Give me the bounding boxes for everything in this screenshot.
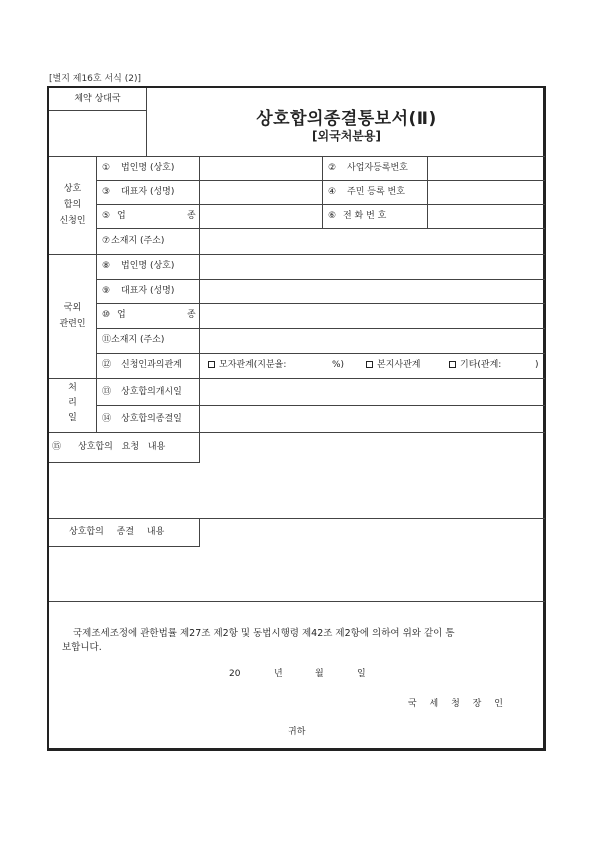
field-label-company-name: 법인명 (상호) [121,261,175,271]
statement-line-2: 보합니다. [62,642,102,653]
checkbox[interactable] [208,361,215,368]
divider [322,156,323,228]
field-number: ⑩ [102,310,111,320]
option-unit: %) [332,360,345,370]
divider [49,601,545,602]
date-prefix: 20 [229,669,241,679]
statement-line-1: 국제조세조정에 관한법률 제27조 제2항 및 동법시행령 제42조 제2항에 의하여 위와 같이 통 [73,628,455,639]
divider [199,518,200,546]
option-other[interactable]: 기타(관계: [449,361,501,370]
field-label-company-name: 법인명 (상호) [121,163,175,173]
date-year-label: 년 [274,669,283,679]
divider [96,303,545,304]
field-number: ⑦ [102,236,111,246]
field-number: ⑧ [102,261,111,271]
field-number: ⑤ [102,211,111,221]
divider [96,405,545,406]
field-number: ③ [102,187,111,197]
field-number: ⑨ [102,286,111,296]
divider [96,156,97,432]
field-label-representative: 대표자 (성명) [121,187,175,197]
field-number: ⑥ [328,211,337,221]
divider [199,432,200,462]
issuer-signature: 국 세 청 장 인 [408,699,503,709]
option-other-close: ) [535,360,539,370]
divider [49,518,545,519]
field-label-conclusion-content: 상호합의 종결 내용 [69,527,165,537]
form-number-header: [별지 제16호 서식 (2)] [49,74,141,84]
field-number: ② [328,163,337,173]
divider [96,228,545,229]
divider [49,254,545,255]
section-applicant-label: 상호 합의 신청인 [59,184,86,226]
divider [96,204,545,205]
section-process-label: 처 리 일 [68,383,77,423]
divider [96,180,545,181]
field-label-address: 소재지 (주소) [111,335,165,345]
divider [199,156,200,228]
field-label-resident-number: 주민 등록 번호 [347,187,405,197]
field-label-representative: 대표자 (성명) [121,286,175,296]
checkbox[interactable] [449,361,456,368]
divider [49,546,200,547]
divider [96,328,545,329]
field-label-end-date: 상호합의종결일 [121,414,182,424]
date-day-label: 일 [357,669,366,679]
field-label-phone: 전 화 번 호 [343,211,387,221]
form-title: 상호합의종결통보서(Ⅱ) [256,109,437,129]
divider [49,110,147,111]
field-number: ⑬ [102,387,112,397]
checkbox[interactable] [366,361,373,368]
divider [49,156,545,157]
divider [49,462,200,463]
field-number: ⑮ [52,442,62,452]
field-label-address: 소재지 (주소) [111,236,165,246]
field-label-business-type: 종 [187,310,196,320]
field-number: ⑭ [102,414,112,424]
form-subtitle: [외국처분용] [312,129,381,143]
field-label-relationship: 신청인과의관계 [121,360,182,370]
field-number: ① [102,163,111,173]
field-label-business-type: 종 [187,211,196,221]
option-parent-subsidiary[interactable]: 모자관계(지분율: [208,361,286,370]
section-foreign-label: 국외 관련인 [59,303,86,329]
field-label-business-number: 사업자등록번호 [347,163,408,173]
field-number: ⑫ [102,360,112,370]
treaty-partner-label: 체약 상대국 [74,94,121,104]
divider [96,353,545,354]
divider [49,378,545,379]
divider [49,432,545,433]
field-label-business-type: 업 [117,211,126,221]
option-head-branch[interactable]: 본지사관계 [366,361,420,370]
recipient-label: 귀하 [288,727,306,737]
date-month-label: 월 [315,669,324,679]
divider [427,156,428,228]
divider [96,279,545,280]
field-label-request-content: 상호합의 요청 내용 [78,442,166,452]
field-label-start-date: 상호합의개시일 [121,387,182,397]
field-number: ⑪ [102,335,112,345]
field-label-business-type: 업 [117,310,126,320]
field-number: ④ [328,187,337,197]
divider [199,228,200,432]
